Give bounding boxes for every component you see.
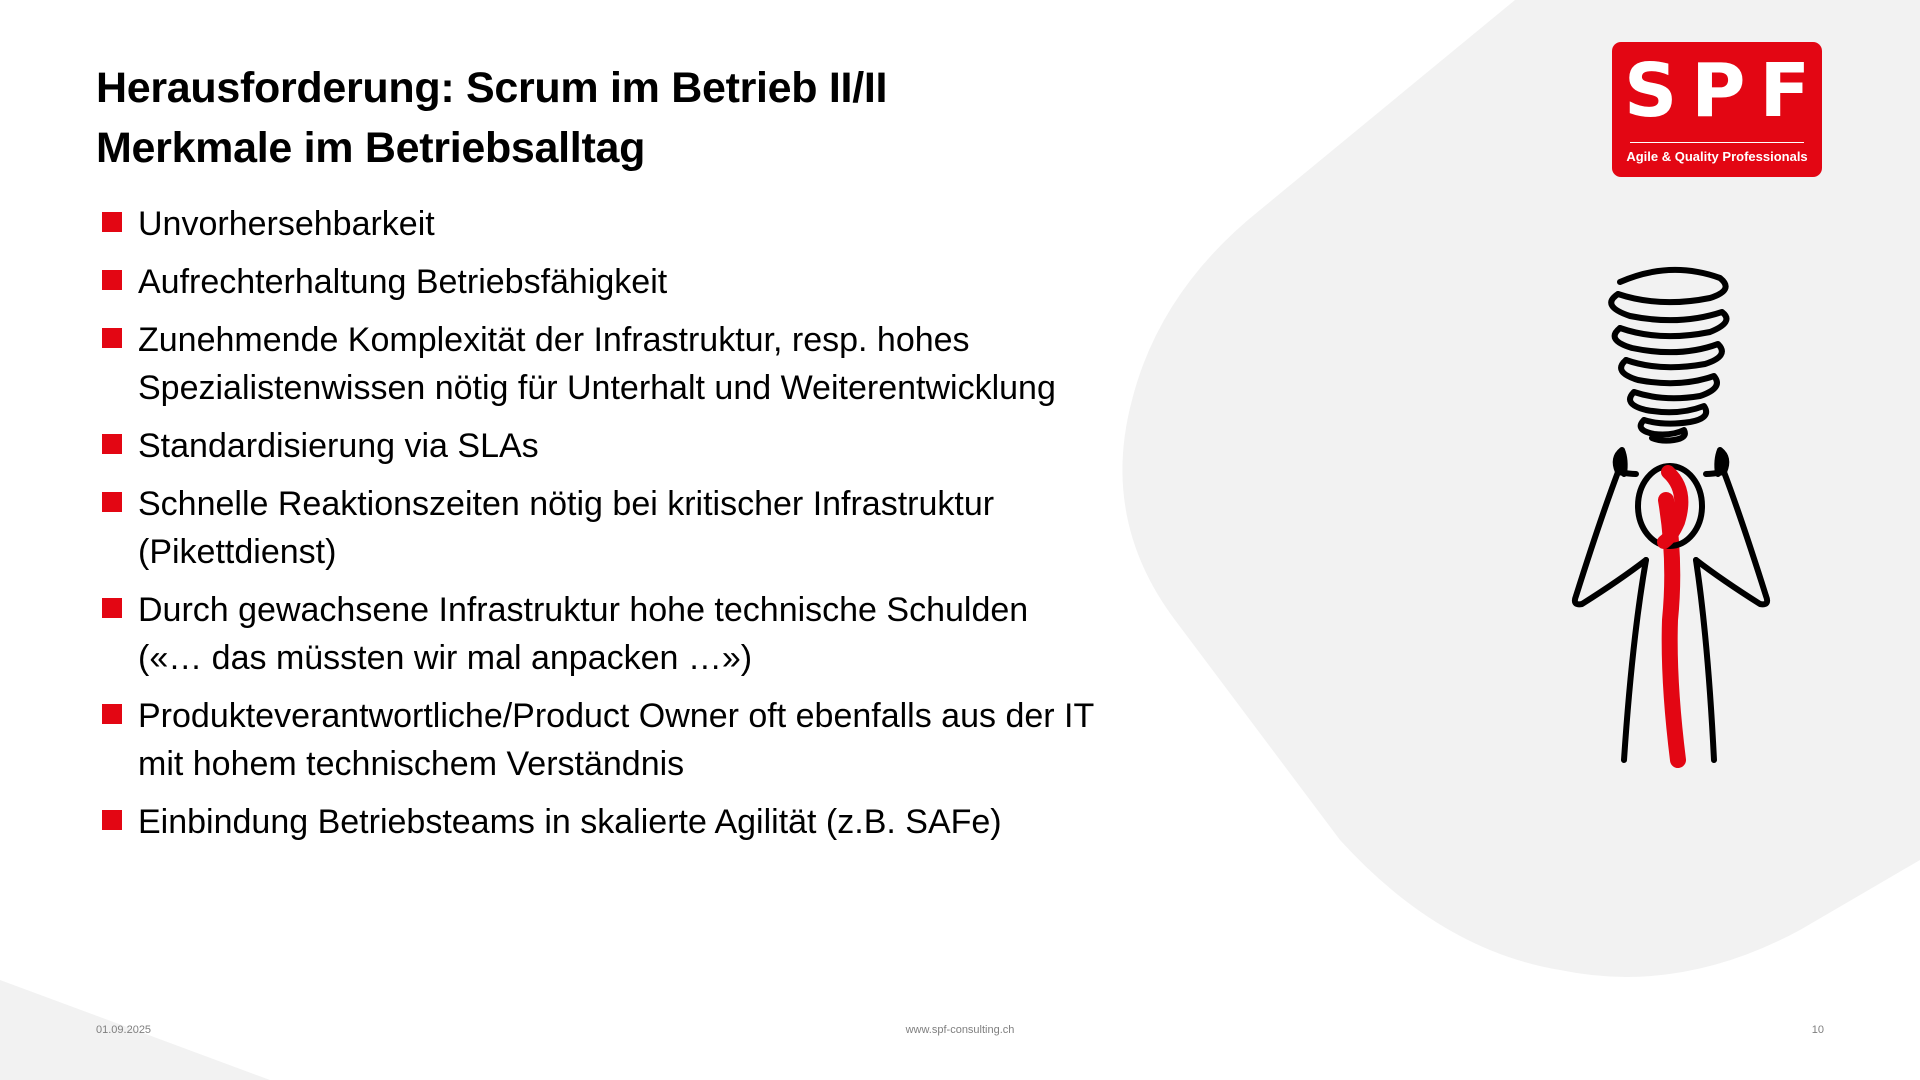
title-line-1: Herausforderung: Scrum im Betrieb II/II bbox=[96, 64, 888, 112]
square-bullet-icon bbox=[102, 270, 122, 290]
bullet-text-continuation: (Pikettdienst) bbox=[138, 533, 337, 571]
bullet-text: Einbindung Betriebsteams in skalierte Agilität (z.B. SAFe) bbox=[138, 803, 1002, 841]
title-line-2: Merkmale im Betriebsalltag bbox=[96, 124, 646, 172]
stressed-person-icon bbox=[1560, 260, 1780, 780]
page-number: 10 bbox=[1811, 1024, 1824, 1036]
bullet-text: Zunehmende Komplexität der Infrastruktur, resp. hohes bbox=[138, 321, 970, 359]
bullet-text-continuation: («… das müssten wir mal anpacken …») bbox=[138, 639, 753, 677]
logo-divider bbox=[1630, 142, 1804, 143]
bullet-item bbox=[100, 692, 1240, 788]
bullet-text: Standardisierung via SLAs bbox=[138, 427, 539, 465]
square-bullet-icon bbox=[102, 212, 122, 232]
bullet-list bbox=[100, 200, 1240, 856]
bullet-item bbox=[100, 480, 1240, 576]
bullet-text: Durch gewachsene Infrastruktur hohe technische Schulden bbox=[138, 591, 1029, 629]
bullet-item bbox=[100, 258, 1240, 306]
bullet-item bbox=[100, 422, 1240, 470]
bullet-text: Aufrechterhaltung Betriebsfähigkeit bbox=[138, 263, 668, 301]
bullet-item bbox=[100, 316, 1240, 412]
bullet-text: Unvorhersehbarkeit bbox=[138, 205, 435, 243]
bullet-item bbox=[100, 798, 1240, 846]
square-bullet-icon bbox=[102, 492, 122, 512]
square-bullet-icon bbox=[102, 810, 122, 830]
logo-letters: SPF bbox=[1624, 48, 1825, 134]
square-bullet-icon bbox=[102, 704, 122, 724]
bullet-item bbox=[100, 586, 1240, 682]
footer-date: 01.09.2025 bbox=[96, 1024, 152, 1036]
bullet-text-continuation: Spezialistenwissen nötig für Unterhalt und Weiterentwicklung bbox=[138, 369, 1056, 407]
square-bullet-icon bbox=[102, 598, 122, 618]
slide-title bbox=[96, 58, 887, 178]
bullet-text: Schnelle Reaktionszeiten nötig bei kritischer Infrastruktur bbox=[138, 485, 995, 523]
square-bullet-icon bbox=[102, 434, 122, 454]
square-bullet-icon bbox=[102, 328, 122, 348]
logo-tagline: Agile & Quality Professionals bbox=[1626, 149, 1808, 164]
footer-url: www.spf-consulting.ch bbox=[905, 1024, 1015, 1036]
spf-logo bbox=[1612, 42, 1825, 177]
bullet-text: Produkteverantwortliche/Product Owner oft ebenfalls aus der IT bbox=[138, 697, 1095, 735]
bullet-text-continuation: mit hohem technischem Verständnis bbox=[138, 745, 685, 783]
bullet-item bbox=[100, 200, 1240, 248]
